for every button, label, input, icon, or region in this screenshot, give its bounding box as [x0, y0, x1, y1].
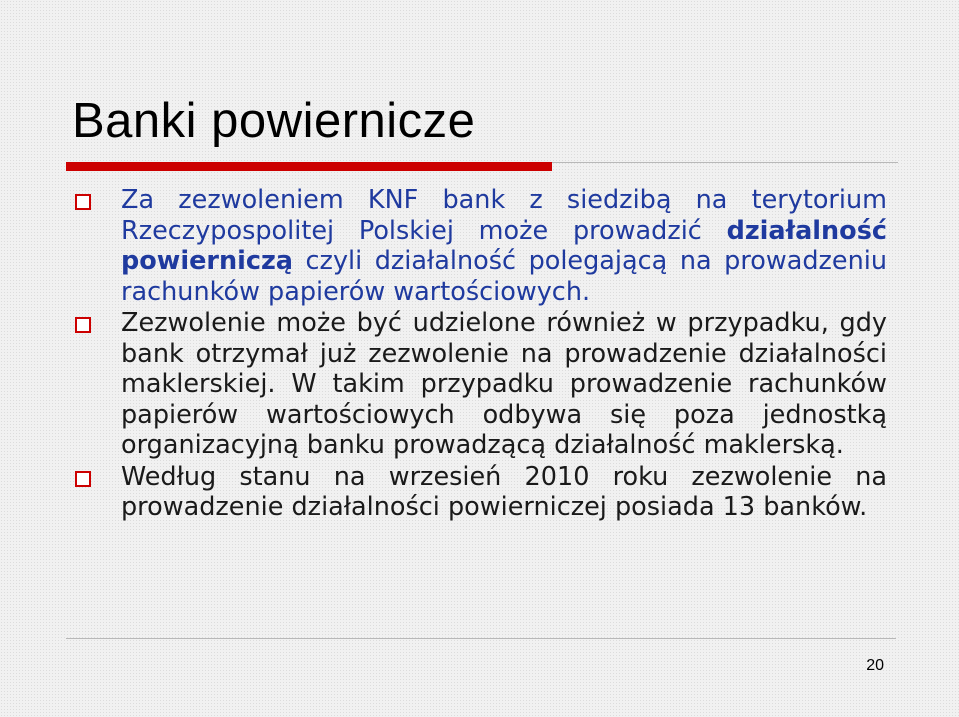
page-number: 20 — [866, 657, 884, 674]
title-underline-accent — [66, 162, 552, 171]
bullet-list — [72, 185, 887, 524]
bullet-text: Zezwolenie może być udzielone również w przypadku, gdy bank otrzymał już zezwolenie na prowadzenie działalności maklerskiej. W takim przypadku prowadzenie rachunków papierów wartościowych odbywa się poza jednostką organizacyjną banku prowadzącą działalność maklerską. — [121, 308, 887, 460]
square-bullet-icon — [75, 471, 91, 487]
bullet-item — [72, 185, 887, 307]
bullet-item — [72, 462, 887, 523]
bullet-text: Za zezwoleniem KNF bank z siedzibą na terytorium Rzeczypospolitej Polskiej może prowadzić — [121, 185, 887, 246]
title-underline-rule — [552, 162, 898, 163]
slide-title: Banki powiernicze — [72, 94, 476, 148]
bullet-item — [72, 308, 887, 461]
bullet-text: czyli działalność polegającą na prowadzeniu rachunków papierów wartościowych. — [121, 246, 887, 307]
square-bullet-icon — [75, 317, 91, 333]
bullet-bold-text: działalność powierniczą — [121, 215, 887, 276]
footer-rule — [66, 638, 896, 639]
square-bullet-icon — [75, 194, 91, 210]
bullet-text: Według stanu na wrzesień 2010 roku zezwolenie na prowadzenie działalności powierniczej posiada 13 banków. — [121, 461, 887, 522]
